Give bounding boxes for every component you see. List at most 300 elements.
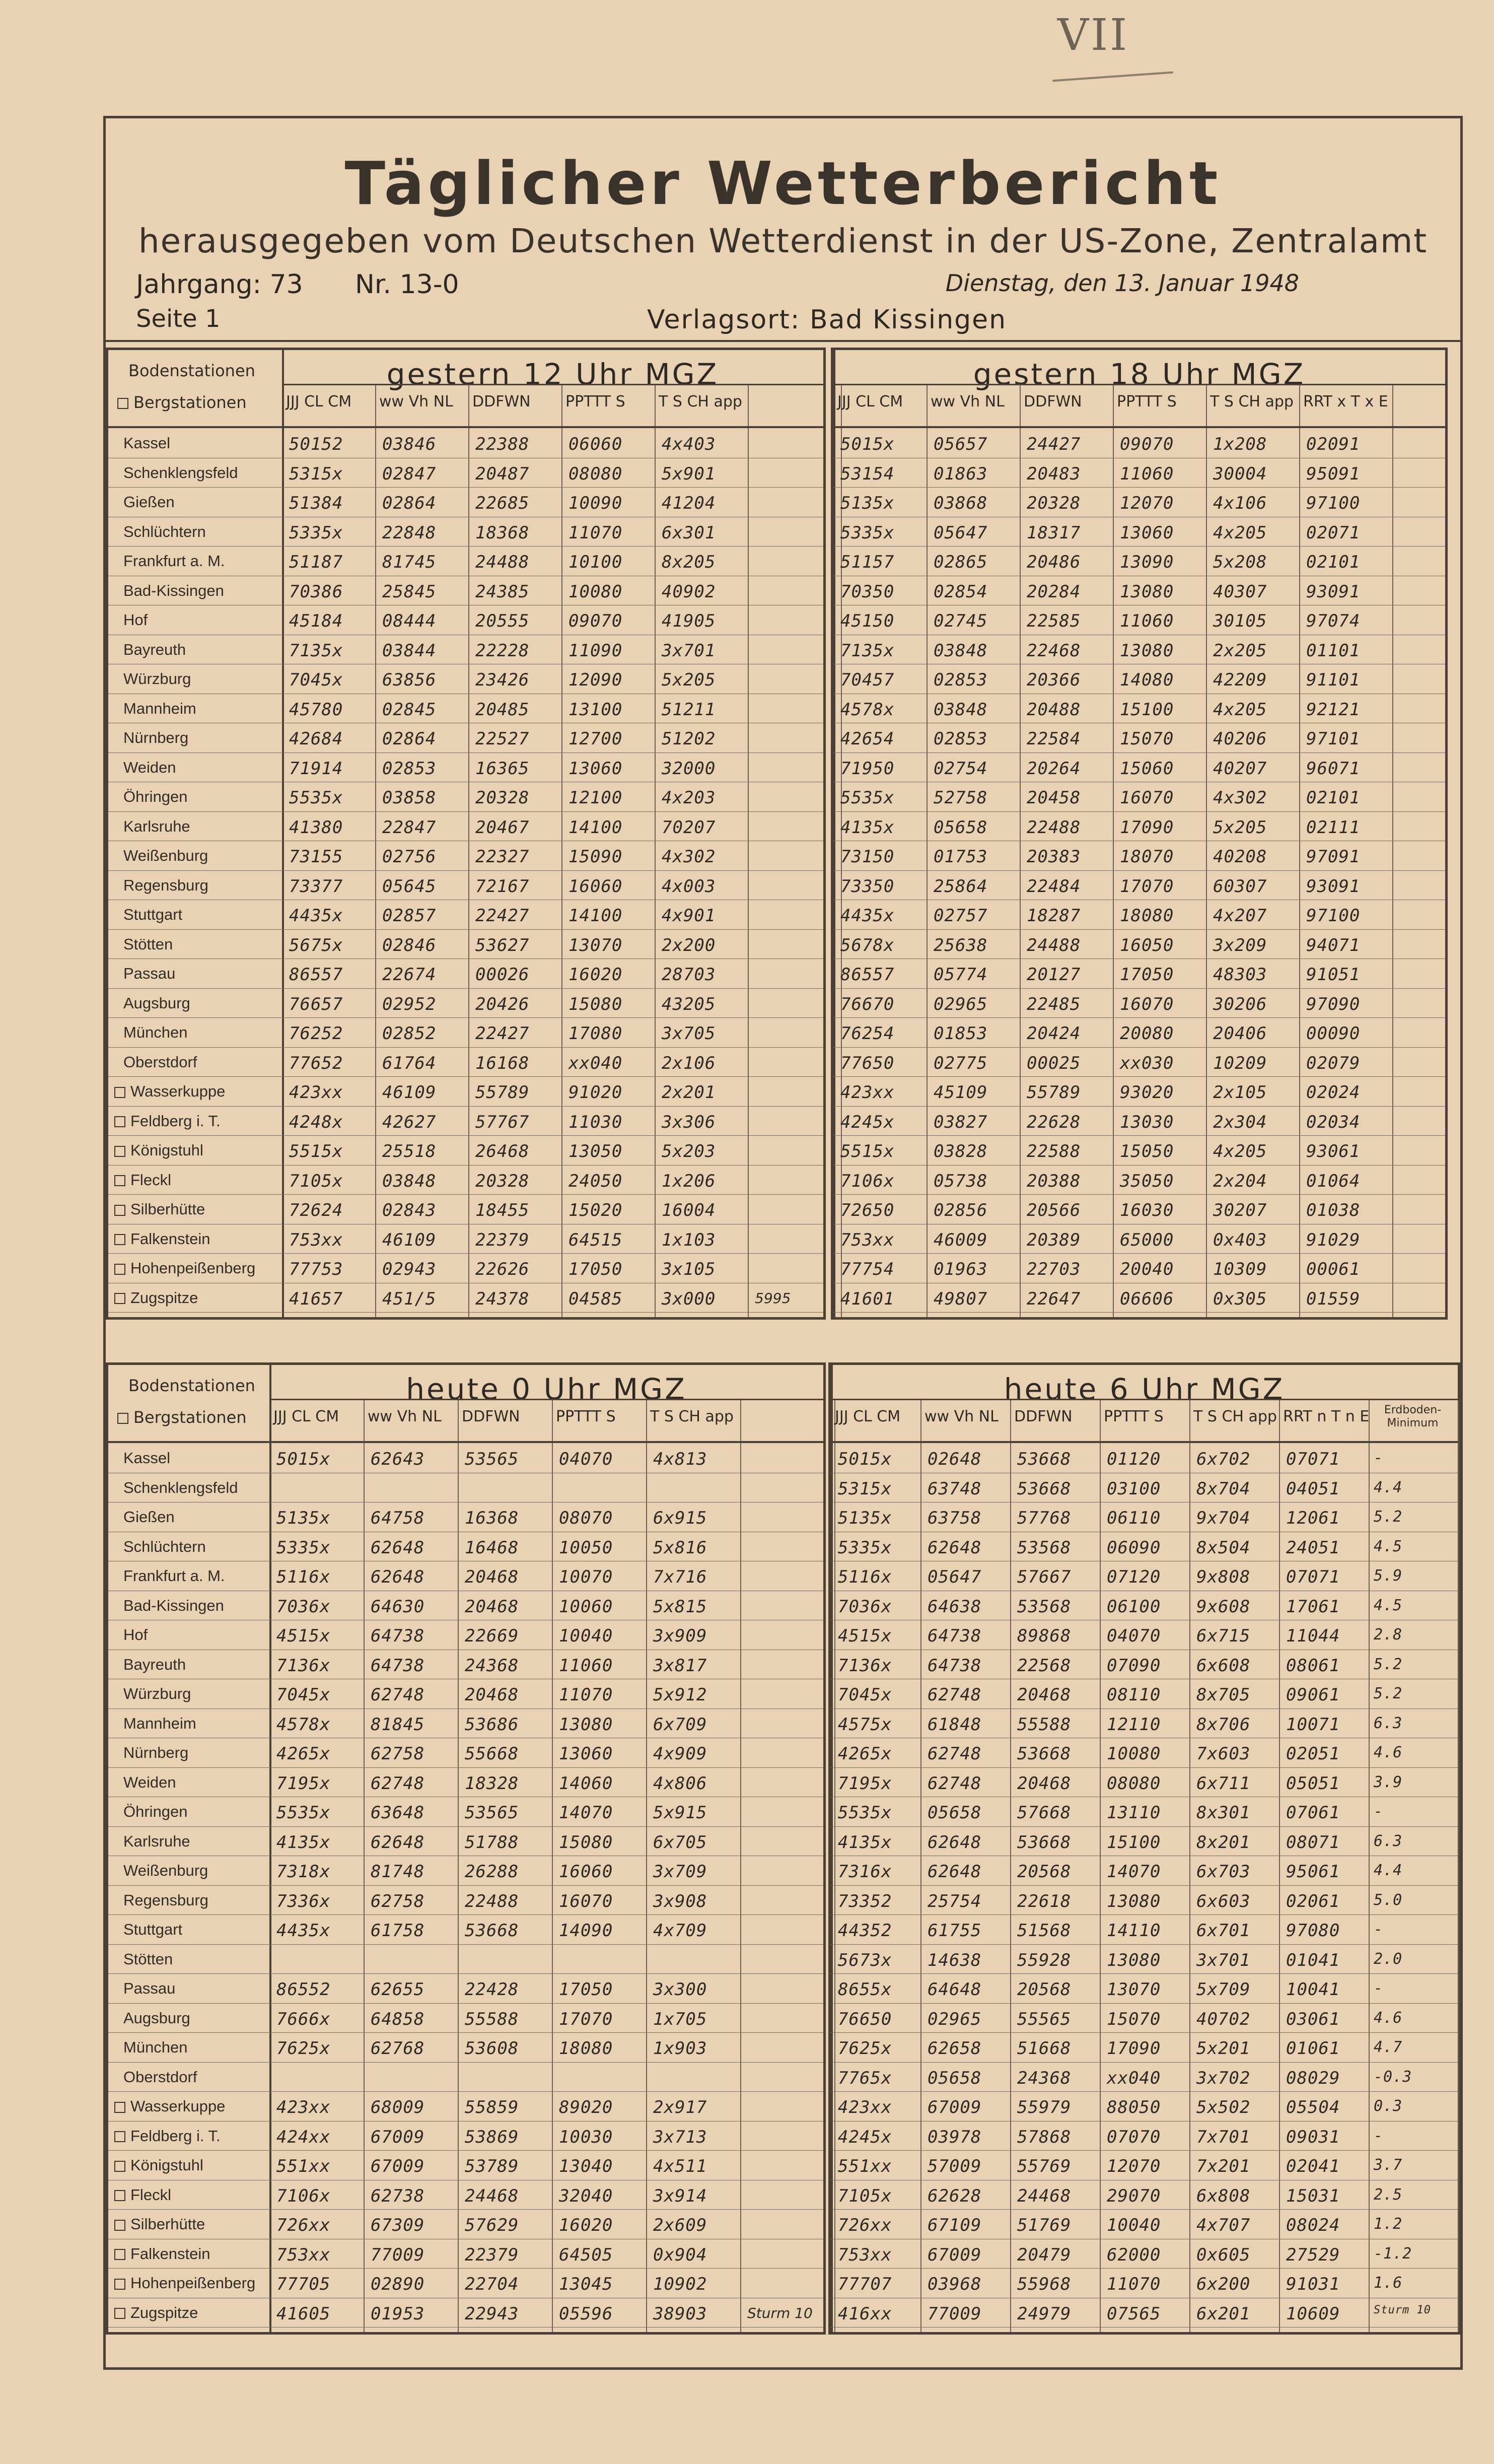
table-cell: 5x205 xyxy=(662,670,716,690)
column-divider xyxy=(1010,1400,1011,2332)
table-cell: 15050 xyxy=(1120,1141,1174,1161)
table-cell: 04051 xyxy=(1286,1478,1340,1499)
panel-heute-0-uhr xyxy=(106,1362,826,2335)
title-divider xyxy=(269,1399,823,1400)
table-cell: 06606 xyxy=(1120,1288,1174,1309)
table-cell: 7x716 xyxy=(653,1567,707,1587)
table-cell: 22427 xyxy=(475,906,530,926)
table-cell: 2x304 xyxy=(1213,1112,1267,1132)
row-divider xyxy=(108,1885,823,1886)
table-cell: 05647 xyxy=(934,522,988,543)
table-cell: 48303 xyxy=(1213,965,1267,985)
station-label: Silberhütte xyxy=(130,2215,205,2233)
table-cell: 4265x xyxy=(276,1744,331,1764)
column-divider xyxy=(740,1400,741,2332)
table-cell: 7318x xyxy=(276,1862,331,1882)
table-cell: 03848 xyxy=(934,699,988,720)
station-name xyxy=(123,817,190,836)
table-cell: 20127 xyxy=(1027,965,1081,985)
table-cell: 62648 xyxy=(371,1832,425,1853)
table-cell: 03848 xyxy=(382,1171,437,1191)
table-cell: 9x704 xyxy=(1196,1508,1251,1528)
table-cell: 4.6 xyxy=(1374,2009,1403,2027)
station-name xyxy=(114,2215,205,2233)
station-column-divider xyxy=(831,1365,833,2332)
table-cell: 03968 xyxy=(928,2274,982,2294)
table-cell: 81748 xyxy=(371,1862,425,1882)
table-cell: 22588 xyxy=(1027,1141,1081,1161)
table-cell: 15100 xyxy=(1120,699,1174,720)
table-cell: 4578x xyxy=(840,699,895,720)
table-cell: 17090 xyxy=(1107,2038,1161,2059)
table-cell: 01863 xyxy=(934,463,988,484)
station-name xyxy=(114,2097,225,2115)
row-divider xyxy=(831,1767,1458,1768)
table-cell: 18455 xyxy=(475,1200,530,1220)
panel-title: heute 6 Uhr MGZ xyxy=(1004,1372,1285,1406)
table-cell: 17050 xyxy=(559,1979,613,2000)
table-cell: 4515x xyxy=(276,1626,331,1646)
station-name xyxy=(123,1567,225,1585)
column-divider xyxy=(364,1400,365,2332)
table-cell: 7336x xyxy=(276,1891,331,1911)
table-cell: 3x705 xyxy=(662,1023,716,1044)
table-cell: 27529 xyxy=(1286,2244,1340,2265)
table-cell: 77009 xyxy=(371,2244,425,2265)
table-cell: 53869 xyxy=(465,2127,519,2147)
table-cell: 46009 xyxy=(934,1229,988,1250)
table-cell: 2x205 xyxy=(1213,640,1267,661)
column-divider xyxy=(375,385,376,1317)
square-marker-icon xyxy=(114,2308,125,2319)
table-cell: 18080 xyxy=(559,2038,613,2059)
table-cell: 02754 xyxy=(934,758,988,779)
table-cell: 73350 xyxy=(840,876,895,897)
table-cell: 73377 xyxy=(289,876,343,897)
table-cell: 5015x xyxy=(838,1449,892,1469)
station-label: Würzburg xyxy=(123,670,191,688)
station-name xyxy=(123,1832,190,1851)
table-cell: 20389 xyxy=(1027,1229,1081,1250)
table-cell: 424xx xyxy=(276,2127,331,2147)
station-name xyxy=(123,611,148,629)
table-cell: 17050 xyxy=(1120,965,1174,985)
table-cell: 08071 xyxy=(1286,1832,1340,1853)
station-name xyxy=(123,1773,176,1792)
table-cell: 4245x xyxy=(840,1112,895,1132)
row-divider xyxy=(831,2032,1458,2033)
table-cell: 18317 xyxy=(1027,522,1081,543)
station-label: Königstuhl xyxy=(130,2156,203,2174)
table-cell: 14060 xyxy=(559,1773,613,1794)
table-cell: 30207 xyxy=(1213,1200,1267,1220)
table-cell: 5x203 xyxy=(662,1141,716,1161)
table-cell: 53686 xyxy=(465,1714,519,1735)
column-divider xyxy=(458,1400,459,2332)
table-cell: 7106x xyxy=(276,2185,331,2206)
table-cell: 14070 xyxy=(559,1803,613,1823)
row-divider xyxy=(831,1708,1458,1709)
table-cell: 65000 xyxy=(1120,1229,1174,1250)
table-cell: 22468 xyxy=(1027,640,1081,661)
table-cell: 20426 xyxy=(475,994,530,1014)
station-name xyxy=(123,1744,188,1762)
table-cell: 2x609 xyxy=(653,2215,707,2235)
table-cell: 12070 xyxy=(1107,2156,1161,2176)
table-cell: 3.9 xyxy=(1374,1773,1403,1791)
table-cell: 32040 xyxy=(559,2185,613,2206)
table-cell: 5x815 xyxy=(653,1596,707,1617)
column-heading: T S CH app xyxy=(650,1408,734,1425)
table-cell: 16020 xyxy=(559,2215,613,2235)
table-cell: 4515x xyxy=(838,1626,892,1646)
panel-gestern-18-uhr xyxy=(831,348,1448,1320)
station-label: Stuttgart xyxy=(123,1921,183,1938)
table-cell: 12061 xyxy=(1286,1508,1340,1528)
table-cell: 7x701 xyxy=(1196,2127,1251,2147)
table-cell: 5335x xyxy=(838,1537,892,1558)
station-name xyxy=(123,935,173,953)
table-cell: 11030 xyxy=(568,1112,623,1132)
table-cell: 13090 xyxy=(1120,552,1174,572)
column-divider xyxy=(1020,385,1021,1317)
table-cell: 15100 xyxy=(1107,1832,1161,1853)
row-divider xyxy=(108,1708,823,1709)
row-divider xyxy=(833,1194,1445,1195)
table-cell: 11044 xyxy=(1286,1626,1340,1646)
table-cell: 01963 xyxy=(934,1259,988,1279)
table-cell: 4135x xyxy=(838,1832,892,1853)
station-label: Wasserkuppe xyxy=(130,1082,226,1100)
station-name xyxy=(114,1259,255,1277)
table-cell: 726xx xyxy=(838,2215,892,2235)
table-cell: 61848 xyxy=(928,1714,982,1735)
table-cell: 13050 xyxy=(568,1141,623,1161)
table-cell: 72650 xyxy=(840,1200,895,1220)
station-label: Regensburg xyxy=(123,876,208,894)
table-cell: 55588 xyxy=(1017,1714,1072,1735)
table-cell: 05774 xyxy=(934,965,988,985)
table-cell: 40208 xyxy=(1213,847,1267,867)
table-cell: 10030 xyxy=(559,2127,613,2147)
table-cell: 6x705 xyxy=(653,1832,707,1853)
table-cell: -0.3 xyxy=(1374,2068,1412,2086)
table-cell: 24468 xyxy=(465,2185,519,2206)
table-cell: 73352 xyxy=(838,1891,892,1911)
table-cell: 6x301 xyxy=(662,522,716,543)
table-cell: 7316x xyxy=(838,1862,892,1882)
table-cell: 551xx xyxy=(276,2156,331,2176)
table-cell: 8x504 xyxy=(1196,1537,1251,1558)
square-marker-icon xyxy=(114,1087,125,1098)
table-cell: 68009 xyxy=(371,2097,425,2117)
table-cell: 4x207 xyxy=(1213,906,1267,926)
bergstationen-label: Bergstationen xyxy=(133,393,247,412)
table-cell: 01853 xyxy=(934,1023,988,1044)
table-cell: 63748 xyxy=(928,1478,982,1499)
table-cell: 20566 xyxy=(1027,1200,1081,1220)
station-label: Bad-Kissingen xyxy=(123,581,224,599)
table-cell: 0x305 xyxy=(1213,1288,1267,1309)
table-cell: 08080 xyxy=(568,463,623,484)
table-cell: 23426 xyxy=(475,670,530,690)
table-cell: 03868 xyxy=(934,493,988,513)
station-name xyxy=(123,788,188,806)
square-marker-icon xyxy=(114,2102,125,2113)
table-cell: 15080 xyxy=(568,994,623,1014)
table-cell: 2.8 xyxy=(1374,1626,1403,1644)
square-marker-icon xyxy=(117,1413,128,1424)
table-cell: 01041 xyxy=(1286,1950,1340,1970)
table-cell: 02856 xyxy=(934,1200,988,1220)
table-cell: 22388 xyxy=(475,434,530,454)
table-cell: 24368 xyxy=(465,1655,519,1676)
table-cell: 01559 xyxy=(1306,1288,1361,1309)
table-cell: 5015x xyxy=(840,434,895,454)
table-cell: 93091 xyxy=(1306,876,1361,897)
table-cell: 14100 xyxy=(568,817,623,838)
station-name xyxy=(123,493,175,511)
station-label: Feldberg i. T. xyxy=(130,1112,221,1130)
table-cell: 11070 xyxy=(568,522,623,543)
table-cell: 64515 xyxy=(568,1229,623,1250)
table-cell: 77650 xyxy=(840,1053,895,1073)
table-cell: xx040 xyxy=(1107,2068,1161,2088)
square-marker-icon xyxy=(114,1146,125,1157)
table-cell: 02757 xyxy=(934,906,988,926)
column-heading: RRT n T n E xyxy=(1283,1408,1370,1425)
table-cell: 20383 xyxy=(1027,847,1081,867)
station-name xyxy=(123,847,208,865)
table-cell: 11070 xyxy=(559,1685,613,1705)
table-cell: 77754 xyxy=(840,1259,895,1279)
table-cell: 91031 xyxy=(1286,2274,1340,2294)
table-cell: 17080 xyxy=(568,1023,623,1044)
station-label: Kassel xyxy=(123,434,171,452)
table-cell: 30004 xyxy=(1213,463,1267,484)
row-divider xyxy=(108,870,823,871)
table-cell: 40307 xyxy=(1213,581,1267,602)
station-label: Schenklengsfeld xyxy=(123,1478,238,1496)
table-cell: 01953 xyxy=(371,2303,425,2324)
table-cell: 20040 xyxy=(1120,1259,1174,1279)
panel-heute-6-uhr xyxy=(828,1362,1460,2335)
column-heading: DDFWN xyxy=(1014,1408,1073,1425)
table-cell: 09031 xyxy=(1286,2127,1340,2147)
table-cell: 32000 xyxy=(662,758,716,779)
table-cell: 4575x xyxy=(838,1714,892,1735)
table-cell: 88050 xyxy=(1107,2097,1161,2117)
table-cell: 07120 xyxy=(1107,1567,1161,1587)
table-cell: 51202 xyxy=(662,729,716,749)
table-cell: 05657 xyxy=(934,434,988,454)
table-cell: 22228 xyxy=(475,640,530,661)
column-divider xyxy=(552,1400,553,2332)
station-label: Zugspitze xyxy=(130,1288,198,1307)
table-cell: 91101 xyxy=(1306,670,1361,690)
table-cell: 70207 xyxy=(662,817,716,838)
table-cell: 93020 xyxy=(1120,1082,1174,1103)
table-cell: 4435x xyxy=(276,1921,331,1941)
table-cell: 45150 xyxy=(840,611,895,631)
station-label: Wasserkuppe xyxy=(130,2097,226,2115)
station-label: Schenklengsfeld xyxy=(123,463,238,482)
table-cell: 20468 xyxy=(1017,1685,1072,1705)
table-cell: 7x201 xyxy=(1196,2156,1251,2176)
row-divider xyxy=(833,1135,1445,1136)
roman-numeral-annotation: VII xyxy=(1057,10,1129,60)
panel-title: heute 0 Uhr MGZ xyxy=(406,1372,687,1406)
table-cell: 55789 xyxy=(475,1082,530,1103)
table-cell: 73155 xyxy=(289,847,343,867)
table-cell: 12090 xyxy=(568,670,623,690)
table-cell: 14110 xyxy=(1107,1921,1161,1941)
table-cell: 16070 xyxy=(1120,788,1174,808)
station-column-divider xyxy=(282,350,284,1317)
station-name xyxy=(123,552,225,570)
table-cell: 3x000 xyxy=(662,1288,716,1309)
table-cell: 71950 xyxy=(840,758,895,779)
station-name xyxy=(123,1803,188,1821)
table-cell: 61758 xyxy=(371,1921,425,1941)
table-cell: 2x105 xyxy=(1213,1082,1267,1103)
station-name xyxy=(123,759,176,777)
column-divider xyxy=(468,385,469,1317)
station-column-divider xyxy=(269,1365,271,2332)
table-cell: 53668 xyxy=(1017,1478,1072,1499)
table-cell: 67309 xyxy=(371,2215,425,2235)
table-cell: 0x605 xyxy=(1196,2244,1251,2265)
table-cell: 6.3 xyxy=(1374,1714,1403,1732)
row-divider xyxy=(831,2327,1458,2328)
table-cell: 42684 xyxy=(289,729,343,749)
row-divider xyxy=(833,929,1445,930)
table-cell: 18080 xyxy=(1120,906,1174,926)
table-cell: 18328 xyxy=(465,1773,519,1794)
square-marker-icon xyxy=(114,1205,125,1216)
station-name xyxy=(123,1023,188,1042)
table-cell: 4x901 xyxy=(662,906,716,926)
table-cell: 16168 xyxy=(475,1053,530,1073)
table-cell: 3x702 xyxy=(1196,2068,1251,2088)
table-cell: 02061 xyxy=(1286,1891,1340,1911)
column-heading: DDFWN xyxy=(1024,393,1082,410)
square-marker-icon xyxy=(114,2190,125,2201)
table-cell: 6x608 xyxy=(1196,1655,1251,1676)
table-cell: 4135x xyxy=(840,817,895,838)
table-cell: 20468 xyxy=(1017,1773,1072,1794)
table-cell: 11090 xyxy=(568,640,623,661)
table-cell: 20467 xyxy=(475,817,530,838)
column-divider xyxy=(1100,1400,1101,2332)
table-cell: 7045x xyxy=(276,1685,331,1705)
table-cell: 53627 xyxy=(475,935,530,955)
table-cell: 41380 xyxy=(289,817,343,838)
table-cell: 26288 xyxy=(465,1862,519,1882)
table-cell: 41204 xyxy=(662,493,716,513)
table-cell: 93091 xyxy=(1306,581,1361,602)
table-cell: 02745 xyxy=(934,611,988,631)
table-cell: 3x701 xyxy=(662,640,716,661)
table-cell: 11070 xyxy=(1107,2274,1161,2294)
table-cell: 4x511 xyxy=(653,2156,707,2176)
report-title: Täglicher Wetterbericht xyxy=(344,149,1222,218)
table-cell: 5335x xyxy=(840,522,895,543)
table-cell: 4x203 xyxy=(662,788,716,808)
table-cell: 5.9 xyxy=(1374,1567,1403,1585)
station-name xyxy=(123,876,208,895)
table-cell: 1x208 xyxy=(1213,434,1267,454)
table-cell: 64738 xyxy=(928,1655,982,1676)
table-cell: 6.3 xyxy=(1374,1832,1403,1850)
row-divider xyxy=(833,1165,1445,1166)
row-divider xyxy=(108,2003,823,2004)
table-cell: 46109 xyxy=(382,1082,437,1103)
column-divider xyxy=(1458,1400,1459,2332)
station-name xyxy=(123,1979,175,1998)
row-divider xyxy=(108,2268,823,2269)
table-cell: 40206 xyxy=(1213,729,1267,749)
table-cell: 17090 xyxy=(1120,817,1174,838)
station-name xyxy=(114,2186,171,2204)
table-cell: 62748 xyxy=(928,1685,982,1705)
square-marker-icon xyxy=(114,2131,125,2142)
station-name xyxy=(123,1597,224,1615)
table-cell: 0x403 xyxy=(1213,1229,1267,1250)
table-cell: 51211 xyxy=(662,699,716,720)
table-cell: 25754 xyxy=(928,1891,982,1911)
table-cell: 15090 xyxy=(568,847,623,867)
row-divider xyxy=(831,2268,1458,2269)
header-divider xyxy=(108,426,823,428)
row-divider xyxy=(108,1914,823,1915)
table-cell: 67009 xyxy=(371,2127,425,2147)
table-cell: 423xx xyxy=(840,1082,895,1103)
row-divider xyxy=(833,1017,1445,1018)
table-cell: 49807 xyxy=(934,1288,988,1309)
table-cell: 13060 xyxy=(1120,522,1174,543)
table-cell: 13080 xyxy=(1120,581,1174,602)
table-cell: 5x205 xyxy=(1213,817,1267,838)
table-cell: 43205 xyxy=(662,994,716,1014)
table-cell: 7105x xyxy=(289,1171,343,1191)
column-divider xyxy=(1113,385,1114,1317)
row-divider xyxy=(833,487,1445,488)
table-cell: 62655 xyxy=(371,1979,425,2000)
table-cell: 5.0 xyxy=(1374,1891,1403,1909)
table-cell: 63648 xyxy=(371,1803,425,1823)
table-cell: 13080 xyxy=(559,1714,613,1735)
station-label: Falkenstein xyxy=(130,2244,210,2263)
table-cell: 51788 xyxy=(465,1832,519,1853)
station-label: München xyxy=(123,2038,188,2056)
table-cell: 06110 xyxy=(1107,1508,1161,1528)
table-cell: 55565 xyxy=(1017,2009,1072,2029)
table-cell: 20468 xyxy=(465,1685,519,1705)
station-label: Nürnberg xyxy=(123,729,189,746)
table-cell: 55979 xyxy=(1017,2097,1072,2117)
row-divider xyxy=(831,1914,1458,1915)
station-label: Weißenburg xyxy=(123,847,208,864)
row-divider xyxy=(833,1106,1445,1107)
table-cell: 72624 xyxy=(289,1200,343,1220)
row-divider xyxy=(108,1017,823,1018)
extra-note: Sturm 10 xyxy=(747,2304,813,2321)
table-cell: 00025 xyxy=(1027,1053,1081,1073)
erdboden-minimum-heading: Erdboden- Minimum xyxy=(1384,1404,1442,1429)
table-cell: 16365 xyxy=(475,758,530,779)
table-cell: 7625x xyxy=(838,2038,892,2059)
